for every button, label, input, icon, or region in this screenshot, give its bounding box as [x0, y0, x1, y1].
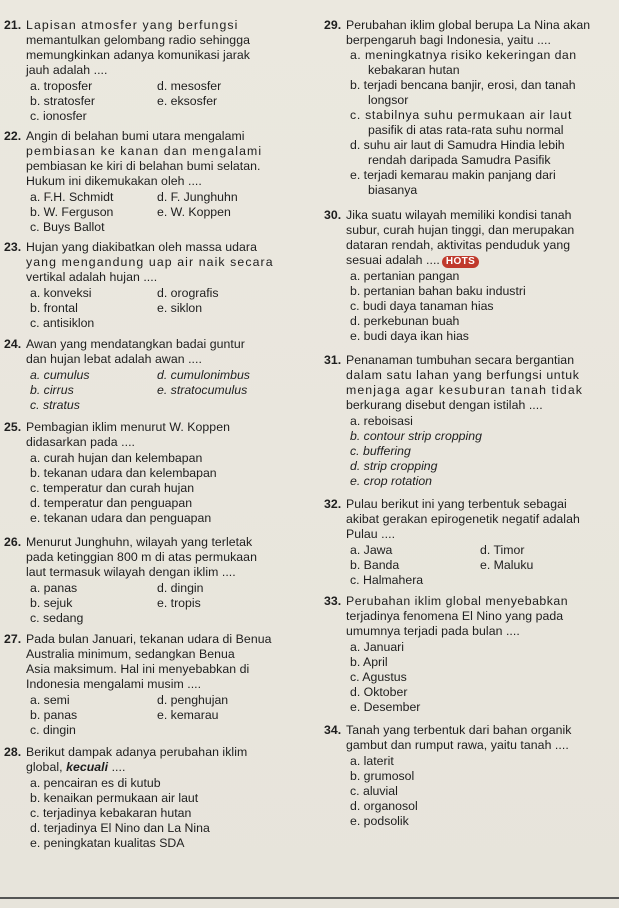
- option-d[interactable]: d. penghujan: [157, 693, 229, 707]
- option-c[interactable]: c. sedang: [30, 611, 84, 625]
- option-c[interactable]: c. dingin: [30, 723, 76, 737]
- question-text: Perubahan iklim global menyebabkan: [346, 594, 569, 608]
- question-text: Berikut dampak adanya perubahan iklim: [26, 745, 248, 759]
- question-text: terjadinya fenomena El Nino yang pada: [346, 609, 564, 623]
- option-c[interactable]: c. terjadinya kebakaran hutan: [30, 806, 192, 820]
- option-b[interactable]: b. grumosol: [350, 769, 415, 783]
- question-number: 34.: [324, 723, 342, 737]
- option-d[interactable]: d. dingin: [157, 581, 204, 595]
- question-text: [346, 253, 479, 268]
- question-text: subur, curah hujan tinggi, dan merupakan: [346, 223, 575, 237]
- option-c-cont: pasifik di atas rata-rata suhu normal: [368, 123, 564, 137]
- option-b[interactable]: b. pertanian bahan baku industri: [350, 284, 526, 298]
- question-text: memantulkan gelombang radio sehingga: [26, 33, 250, 47]
- question-text: Penanaman tumbuhan secara bergantian: [346, 353, 575, 367]
- bottom-divider: [0, 897, 619, 899]
- option-b[interactable]: b. W. Ferguson: [30, 205, 114, 219]
- question-text: akibat gerakan epirogenetik negatif adalah: [346, 512, 580, 526]
- option-a[interactable]: a. Januari: [350, 640, 405, 654]
- question-number: 21.: [4, 18, 22, 32]
- option-e[interactable]: e. crop rotation: [350, 474, 433, 488]
- question-text-lead: global,: [26, 760, 67, 774]
- option-c[interactable]: c. aluvial: [350, 784, 398, 798]
- question-text: pembiasan ke kanan dan mengalami: [26, 144, 263, 158]
- question-text: dalam satu lahan yang berfungsi untuk: [346, 368, 580, 382]
- option-c[interactable]: c. stratus: [30, 398, 80, 412]
- question-text: Perubahan iklim global berupa La Nina akan: [346, 18, 591, 32]
- option-c[interactable]: c. buffering: [350, 444, 411, 458]
- question-text: menjaga agar kesuburan tanah tidak: [346, 383, 584, 397]
- question-number: 26.: [4, 535, 22, 549]
- question-text: Pulau berikut ini yang terbentuk sebagai: [346, 497, 567, 511]
- question-text: laut termasuk wilayah dengan iklim ....: [26, 565, 236, 579]
- option-e[interactable]: e. Desember: [350, 700, 421, 714]
- option-c[interactable]: c. antisiklon: [30, 316, 95, 330]
- option-e[interactable]: e. terjadi kemarau makin panjang dari: [350, 168, 556, 182]
- question-text: berkurang disebut dengan istilah ....: [346, 398, 543, 412]
- question-text: Awan yang mendatangkan badai guntur: [26, 337, 245, 351]
- question-text: didasarkan pada ....: [26, 435, 136, 449]
- question-text: Tanah yang terbentuk dari bahan organik: [346, 723, 572, 737]
- option-b[interactable]: b. tekanan udara dan kelembapan: [30, 466, 217, 480]
- option-a[interactable]: a. pencairan es di kutub: [30, 776, 161, 790]
- option-d[interactable]: d. organosol: [350, 799, 418, 813]
- question-number: 29.: [324, 18, 342, 32]
- question-text: pada ketinggian 800 m di atas permukaan: [26, 550, 257, 564]
- option-b[interactable]: b. stratosfer: [30, 94, 95, 108]
- question-text: Pulau ....: [346, 527, 396, 541]
- option-c[interactable]: c. stabilnya suhu permukaan air laut: [350, 108, 573, 122]
- option-e[interactable]: e. tropis: [157, 596, 201, 610]
- option-e[interactable]: e. peningkatan kualitas SDA: [30, 836, 185, 850]
- option-b[interactable]: b. frontal: [30, 301, 78, 315]
- question-text: dan hujan lebat adalah awan ....: [26, 352, 202, 366]
- question-text: pembiasan ke kiri di belahan bumi selatan.: [26, 159, 261, 173]
- option-b[interactable]: b. terjadi bencana banjir, erosi, dan tanah: [350, 78, 576, 92]
- question-text: umumnya terjadi pada bulan ....: [346, 624, 520, 638]
- question-number: 23.: [4, 240, 22, 254]
- option-e[interactable]: e. podsolik: [350, 814, 409, 828]
- option-c[interactable]: c. budi daya tanaman hias: [350, 299, 494, 313]
- question-text: yang mengandung uap air naik secara: [26, 255, 274, 269]
- option-d[interactable]: d. orografis: [157, 286, 219, 300]
- option-a[interactable]: a. F.H. Schmidt: [30, 190, 114, 204]
- option-b[interactable]: b. sejuk: [30, 596, 73, 610]
- option-a[interactable]: a. curah hujan dan kelembapan: [30, 451, 203, 465]
- question-number: 31.: [324, 353, 342, 367]
- option-d[interactable]: d. perkebunan buah: [350, 314, 460, 328]
- option-b[interactable]: b. kenaikan permukaan air laut: [30, 791, 199, 805]
- question-text: Australia minimum, sedangkan Benua: [26, 647, 235, 661]
- option-d[interactable]: d. strip cropping: [350, 459, 438, 473]
- option-c[interactable]: c. ionosfer: [30, 109, 87, 123]
- option-b[interactable]: b. cirrus: [30, 383, 74, 397]
- option-c[interactable]: c. Halmahera: [350, 573, 424, 587]
- question-text: Menurut Junghuhn, wilayah yang terletak: [26, 535, 253, 549]
- question-text: berpengaruh bagi Indonesia, yaitu ....: [346, 33, 551, 47]
- question-number: 22.: [4, 129, 22, 143]
- option-d[interactable]: d. Timor: [480, 543, 525, 557]
- option-e-cont: biasanya: [368, 183, 418, 197]
- question-number: 24.: [4, 337, 22, 351]
- question-text: dataran rendah, aktivitas penduduk yang: [346, 238, 571, 252]
- option-a[interactable]: a. troposfer: [30, 79, 93, 93]
- option-b[interactable]: b. contour strip cropping: [350, 429, 482, 443]
- option-a[interactable]: a. meningkatnya risiko kekeringan dan: [350, 48, 577, 62]
- question-text: memungkinkan adanya komunikasi jarak: [26, 48, 250, 62]
- option-e[interactable]: e. eksosfer: [157, 94, 218, 108]
- option-a[interactable]: a. reboisasi: [350, 414, 413, 428]
- question-text: Pada bulan Januari, tekanan udara di Benua: [26, 632, 272, 646]
- option-b[interactable]: b. panas: [30, 708, 78, 722]
- option-c[interactable]: c. temperatur dan curah hujan: [30, 481, 195, 495]
- question-text-last: sesuai adalah ....: [346, 253, 440, 267]
- option-e[interactable]: e. kemarau: [157, 708, 219, 722]
- option-e[interactable]: e. Maluku: [480, 558, 534, 572]
- option-b[interactable]: b. Banda: [350, 558, 400, 572]
- option-a[interactable]: a. pertanian pangan: [350, 269, 460, 283]
- emphasis-word: kecuali: [66, 760, 109, 774]
- option-e[interactable]: e. stratocumulus: [157, 383, 248, 397]
- option-c[interactable]: c. Buys Ballot: [30, 220, 105, 234]
- option-d[interactable]: d. mesosfer: [157, 79, 222, 93]
- option-d[interactable]: d. temperatur dan penguapan: [30, 496, 193, 510]
- option-d[interactable]: d. suhu air laut di Samudra Hindia lebih: [350, 138, 565, 152]
- option-a[interactable]: a. laterit: [350, 754, 394, 768]
- question-text: Indonesia mengalami musim ....: [26, 677, 202, 691]
- question-text: Asia maksimum. Hal ini menyebabkan di: [26, 662, 250, 676]
- option-e[interactable]: e. budi daya ikan hias: [350, 329, 469, 343]
- question-number: 32.: [324, 497, 342, 511]
- question-number: 30.: [324, 208, 342, 222]
- option-a[interactable]: a. panas: [30, 581, 78, 595]
- question-text: [26, 760, 125, 774]
- question-text: Hukum ini dikemukakan oleh ....: [26, 174, 202, 188]
- option-a[interactable]: a. Jawa: [350, 543, 393, 557]
- option-a-cont: kebakaran hutan: [368, 63, 460, 77]
- option-e[interactable]: e. W. Koppen: [157, 205, 231, 219]
- question-text: vertikal adalah hujan ....: [26, 270, 158, 284]
- hots-badge: HOTS: [442, 256, 479, 268]
- option-d[interactable]: d. F. Junghuhn: [157, 190, 238, 204]
- option-d[interactable]: d. Oktober: [350, 685, 408, 699]
- question-text: Angin di belahan bumi utara mengalami: [26, 129, 245, 143]
- question-number: 33.: [324, 594, 342, 608]
- option-d[interactable]: d. terjadinya El Nino dan La Nina: [30, 821, 210, 835]
- question-text: Hujan yang diakibatkan oleh massa udara: [26, 240, 257, 254]
- question-number: 28.: [4, 745, 22, 759]
- option-b-cont: longsor: [368, 93, 409, 107]
- question-text: gambut dan rumput rawa, yaitu tanah ....: [346, 738, 569, 752]
- option-e[interactable]: e. siklon: [157, 301, 203, 315]
- question-text: Pembagian iklim menurut W. Koppen: [26, 420, 230, 434]
- question-text: Jika suatu wilayah memiliki kondisi tanah: [346, 208, 572, 222]
- option-b[interactable]: b. April: [350, 655, 388, 669]
- option-c[interactable]: c. Agustus: [350, 670, 407, 684]
- option-a[interactable]: a. konveksi: [30, 286, 92, 300]
- question-number: 25.: [4, 420, 22, 434]
- question-text-tail: ....: [108, 760, 126, 774]
- option-a[interactable]: a. cumulus: [30, 368, 90, 382]
- option-e[interactable]: e. tekanan udara dan penguapan: [30, 511, 212, 525]
- option-a[interactable]: a. semi: [30, 693, 70, 707]
- question-text: Lapisan atmosfer yang berfungsi: [26, 18, 239, 32]
- option-d[interactable]: d. cumulonimbus: [157, 368, 250, 382]
- question-text: jauh adalah ....: [26, 63, 108, 77]
- option-d-cont: rendah daripada Samudra Pasifik: [368, 153, 551, 167]
- question-number: 27.: [4, 632, 22, 646]
